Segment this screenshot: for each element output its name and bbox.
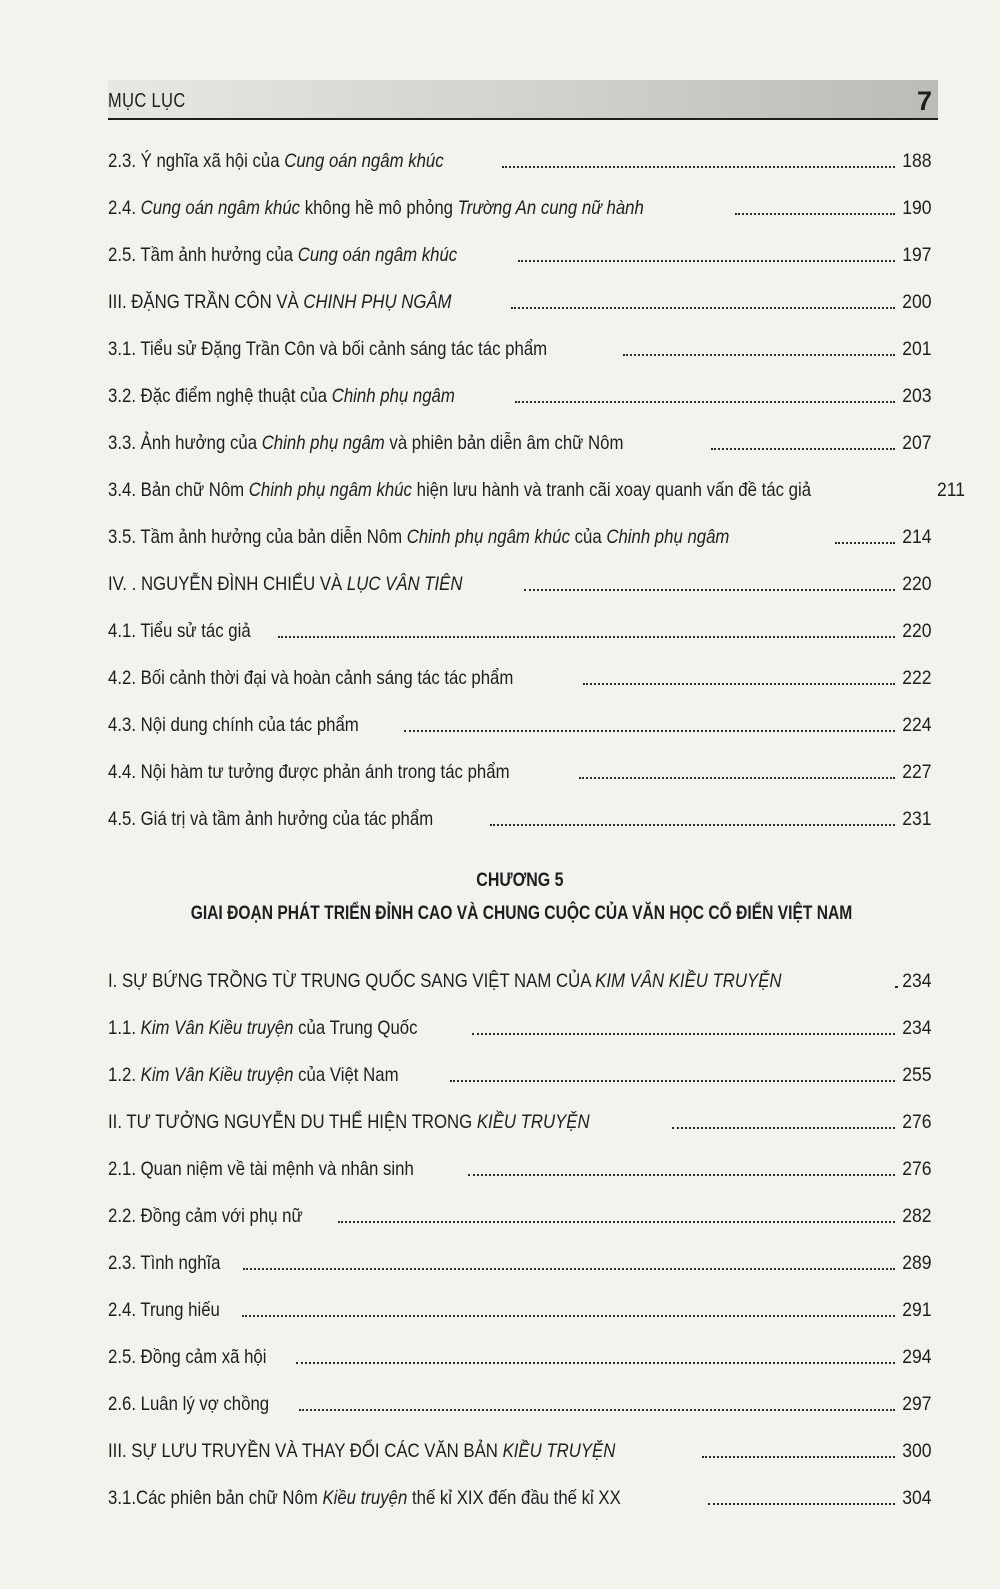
toc-entry-title-italic: Cung oán ngâm khúc — [297, 244, 458, 266]
toc-entry-title-italic: Chinh phụ ngâm — [331, 385, 455, 407]
toc-entry-page-number: 304 — [902, 1487, 932, 1509]
toc-entry-page-number: 203 — [902, 385, 932, 407]
dot-leader — [711, 448, 895, 450]
toc-entry-page-number: 188 — [902, 150, 932, 172]
toc-entry-title-italic: Trường An cung nữ hành — [457, 197, 644, 219]
toc-entry-title-segment: 2.4. — [108, 197, 141, 219]
toc-entry[interactable] — [108, 237, 932, 267]
toc-entry[interactable] — [108, 1010, 932, 1040]
dot-leader — [472, 1033, 896, 1035]
toc-entry-title-italic: Kiều truyện — [322, 1487, 408, 1509]
toc-entry-title — [108, 149, 444, 173]
toc-entry[interactable] — [108, 284, 932, 314]
dot-leader — [338, 1221, 895, 1223]
toc-entry-title-segment: hiện lưu hành và tranh cãi xoay quanh vấn đề tác giả — [411, 479, 812, 501]
toc-entry-title-segment: 2.3. Tình nghĩa — [108, 1252, 221, 1274]
toc-entry[interactable] — [108, 1245, 932, 1275]
toc-entry[interactable] — [108, 190, 932, 220]
toc-entry-page-number: 294 — [902, 1346, 932, 1368]
chapter-title-text: GIAI ĐOẠN PHÁT TRIỂN ĐỈNH CAO VÀ CHUNG CUỘC CỦA VĂN HỌC CỔ ĐIỂN VIỆT NAM — [190, 902, 853, 924]
toc-entry-title — [108, 1439, 615, 1463]
toc-entry-title-segment: 4.5. Giá trị và tầm ảnh hưởng của tác phẩm — [108, 808, 434, 830]
toc-entry-page-number: 276 — [902, 1111, 932, 1133]
toc-entry-page-number: 282 — [902, 1205, 932, 1227]
toc-entry-title-segment: 3.3. Ảnh hưởng của — [108, 432, 262, 454]
toc-entry-title-segment: 2.1. Quan niệm về tài mệnh và nhân sinh — [108, 1158, 414, 1180]
toc-entry-page-number: 231 — [902, 808, 932, 830]
toc-entry-title-segment: 2.5. Đồng cảm xã hội — [108, 1346, 267, 1368]
toc-entry-title-italic: KIM VÂN KIỀU TRUYỆN — [595, 970, 782, 992]
dot-leader — [583, 683, 895, 685]
toc-entry[interactable] — [108, 331, 932, 361]
toc-entry-title — [108, 969, 782, 993]
dot-leader — [404, 730, 896, 732]
toc-entry-title-segment: và phiên bản diễn âm chữ Nôm — [384, 432, 624, 454]
toc-entry[interactable] — [108, 425, 932, 455]
dot-leader — [579, 777, 896, 779]
toc-entry[interactable] — [108, 1104, 932, 1134]
running-header — [108, 80, 938, 120]
dot-leader — [450, 1080, 896, 1082]
toc-entry-title-segment: của — [569, 526, 607, 548]
toc-entry-title-segment: 2.6. Luân lý vợ chồng — [108, 1393, 270, 1415]
dot-leader — [515, 401, 895, 403]
toc-entry-title — [108, 196, 644, 220]
toc-entry-title-segment: 3.1. Tiểu sử Đặng Trần Côn và bối cảnh sáng tác tác phẩm — [108, 338, 548, 360]
chapter-title — [108, 902, 932, 925]
toc-entry-title-segment: 2.3. Ý nghĩa xã hội của — [108, 150, 285, 172]
toc-entry-title — [108, 1110, 590, 1134]
toc-entry-title-italic: Chinh phụ ngâm — [261, 432, 385, 454]
dot-leader — [502, 166, 895, 168]
toc-entry-title-segment: thế kỉ XIX đến đầu thế kỉ XX — [407, 1487, 621, 1509]
toc-entry-title — [108, 1251, 221, 1275]
toc-entry-title-segment: 1.1. — [108, 1017, 141, 1039]
toc-entry[interactable] — [108, 801, 932, 831]
toc-entry-title-segment: 3.2. Đặc điểm nghệ thuật của — [108, 385, 332, 407]
toc-entry-title — [108, 1157, 414, 1181]
toc-entry-page-number: 200 — [902, 291, 932, 313]
toc-entry-page-number: 197 — [902, 244, 932, 266]
toc-entry-page-number: 222 — [902, 667, 932, 689]
toc-entry-title — [108, 243, 457, 267]
toc-entry-title — [108, 572, 462, 596]
dot-leader — [702, 1456, 896, 1458]
toc-entry-title-segment: 4.3. Nội dung chính của tác phẩm — [108, 714, 359, 736]
toc-entry[interactable] — [108, 378, 932, 408]
toc-entry-title — [108, 760, 510, 784]
toc-entry[interactable] — [108, 754, 932, 784]
toc-entry-title — [108, 431, 623, 455]
toc-entry-title-italic: Kim Vân Kiều truyện — [140, 1017, 294, 1039]
toc-entry-title-segment: II. TƯ TƯỞNG NGUYỄN DU THỂ HIỆN TRONG — [108, 1111, 477, 1133]
dot-leader — [490, 824, 895, 826]
toc-entry-title-segment: 1.2. — [108, 1064, 141, 1086]
toc-entry-title-segment: III. SỰ LƯU TRUYỀN VÀ THAY ĐỔI CÁC VĂN BẢN — [108, 1440, 503, 1462]
toc-entry-page-number: 220 — [902, 573, 932, 595]
dot-leader — [835, 542, 896, 544]
toc-entry-page-number: 300 — [902, 1440, 932, 1462]
toc-entry-title-italic: Cung oán ngâm khúc — [284, 150, 444, 172]
toc-entry-title-italic: LỤC VÂN TIÊN — [346, 573, 463, 595]
toc-entry-title — [108, 478, 811, 502]
dot-leader — [708, 1503, 895, 1505]
toc-entry-page-number: 276 — [902, 1158, 932, 1180]
dot-leader — [511, 307, 895, 309]
toc-entry[interactable] — [108, 472, 966, 502]
dot-leader — [278, 636, 896, 638]
toc-entry-page-number: 220 — [902, 620, 932, 642]
toc-entry-page-number: 201 — [902, 338, 932, 360]
toc-entry-title — [108, 1392, 269, 1416]
toc-entry-title-italic: Chinh phụ ngâm khúc — [406, 526, 570, 548]
toc-entry-title-italic: Cung oán ngâm khúc — [140, 197, 301, 219]
toc-entry-title — [108, 290, 452, 314]
toc-entry-title-segment: 4.1. Tiểu sử tác giả — [108, 620, 251, 642]
toc-entry-title-segment: 3.5. Tầm ảnh hưởng của bản diễn Nôm — [108, 526, 407, 548]
toc-entry-title — [108, 1298, 220, 1322]
header-page-number: 7 — [916, 86, 932, 116]
header-section-title: MỤC LỤC — [108, 90, 186, 112]
toc-entry-title-italic: KIỀU TRUYỆN — [502, 1440, 616, 1462]
toc-entry-page-number: 190 — [902, 197, 932, 219]
toc-entry-title-italic: Chinh phụ ngâm khúc — [248, 479, 412, 501]
toc-entry[interactable] — [108, 707, 932, 737]
toc-entry-page-number: 214 — [902, 526, 932, 548]
toc-entry-page-number: 297 — [902, 1393, 932, 1415]
dot-leader — [468, 1174, 896, 1176]
dot-leader — [243, 1268, 896, 1270]
toc-entry-title-segment: của Trung Quốc — [293, 1017, 418, 1039]
dot-leader — [524, 589, 895, 591]
toc-entry-page-number: 227 — [902, 761, 932, 783]
toc-entry-title — [108, 1204, 303, 1228]
toc-entry[interactable] — [108, 1292, 932, 1322]
dot-leader — [672, 1127, 895, 1129]
toc-entry-title — [108, 525, 729, 549]
toc-entry[interactable] — [108, 1057, 932, 1087]
toc-entry-title-italic: Kim Vân Kiều truyện — [140, 1064, 294, 1086]
toc-entry-title — [108, 337, 547, 361]
chapter-number-text: CHƯƠNG 5 — [476, 870, 564, 891]
toc-entry[interactable] — [108, 1198, 932, 1228]
toc-entry-title-segment: 2.4. Trung hiếu — [108, 1299, 220, 1321]
toc-entry-page-number: 234 — [902, 1017, 932, 1039]
toc-entry[interactable] — [108, 519, 932, 549]
toc-entry[interactable] — [108, 1151, 932, 1181]
toc-entry-page-number: 211 — [937, 479, 966, 501]
toc-entry-title-segment: 4.2. Bối cảnh thời đại và hoàn cảnh sáng tác tác phẩm — [108, 667, 514, 689]
dot-leader — [518, 260, 895, 262]
toc-entry[interactable] — [108, 660, 932, 690]
chapter-number — [108, 870, 932, 892]
toc-entry-title — [108, 384, 455, 408]
toc-entry-title-segment: 4.4. Nội hàm tư tưởng được phản ánh trong tác phẩm — [108, 761, 510, 783]
toc-entry-title-segment: 3.1.Các phiên bản chữ Nôm — [108, 1487, 323, 1509]
header-rule — [108, 118, 938, 120]
toc-entry-title-segment: 3.4. Bản chữ Nôm — [108, 479, 249, 501]
dot-leader — [242, 1315, 895, 1317]
toc-entry-title — [108, 1063, 399, 1087]
toc-entry-page-number: 234 — [902, 970, 932, 992]
toc-entry[interactable] — [108, 1339, 932, 1369]
toc-entry[interactable] — [108, 1480, 932, 1510]
toc-entry-title-segment: 2.5. Tầm ảnh hưởng của — [108, 244, 298, 266]
toc-entry[interactable] — [108, 613, 932, 643]
toc-entry-title-italic: CHINH PHỤ NGÂM — [303, 291, 452, 313]
toc-entry-title — [108, 1345, 266, 1369]
toc-entry-page-number: 255 — [902, 1064, 932, 1086]
toc-entry[interactable] — [108, 963, 932, 993]
dot-leader — [623, 354, 896, 356]
toc-entry-title-italic: KIỀU TRUYỆN — [476, 1111, 590, 1133]
toc-entry-title — [108, 713, 359, 737]
toc-entry-page-number: 289 — [902, 1252, 932, 1274]
toc-entry-title-segment: IV. . NGUYỄN ĐÌNH CHIỂU VÀ — [108, 573, 347, 595]
toc-entry-page-number: 224 — [902, 714, 932, 736]
toc-entry-title-segment: không hề mô phỏng — [300, 197, 458, 219]
toc-entry-title — [108, 1016, 418, 1040]
toc-entry-title — [108, 666, 513, 690]
toc-entry[interactable] — [108, 1386, 932, 1416]
toc-entry-title-segment: của Việt Nam — [293, 1064, 399, 1086]
dot-leader — [299, 1409, 895, 1411]
toc-entry[interactable] — [108, 1433, 932, 1463]
toc-entry[interactable] — [108, 143, 932, 173]
toc-entry-title — [108, 807, 433, 831]
dot-leader — [296, 1362, 895, 1364]
toc-entry-title-segment: III. ĐẶNG TRẦN CÔN VÀ — [108, 291, 304, 313]
toc-entry-title — [108, 1486, 621, 1510]
toc-entry[interactable] — [108, 566, 932, 596]
toc-entry-title-segment: 2.2. Đồng cảm với phụ nữ — [108, 1205, 303, 1227]
toc-entry-page-number: 207 — [902, 432, 932, 454]
toc-entry-title-italic: Chinh phụ ngâm — [606, 526, 730, 548]
dot-leader — [735, 213, 895, 215]
toc-entry-title-segment: I. SỰ BỨNG TRỒNG TỪ TRUNG QUỐC SANG VIỆT NAM CỦA — [108, 970, 596, 992]
toc-entry-page-number: 291 — [902, 1299, 932, 1321]
toc-entry-title — [108, 619, 251, 643]
